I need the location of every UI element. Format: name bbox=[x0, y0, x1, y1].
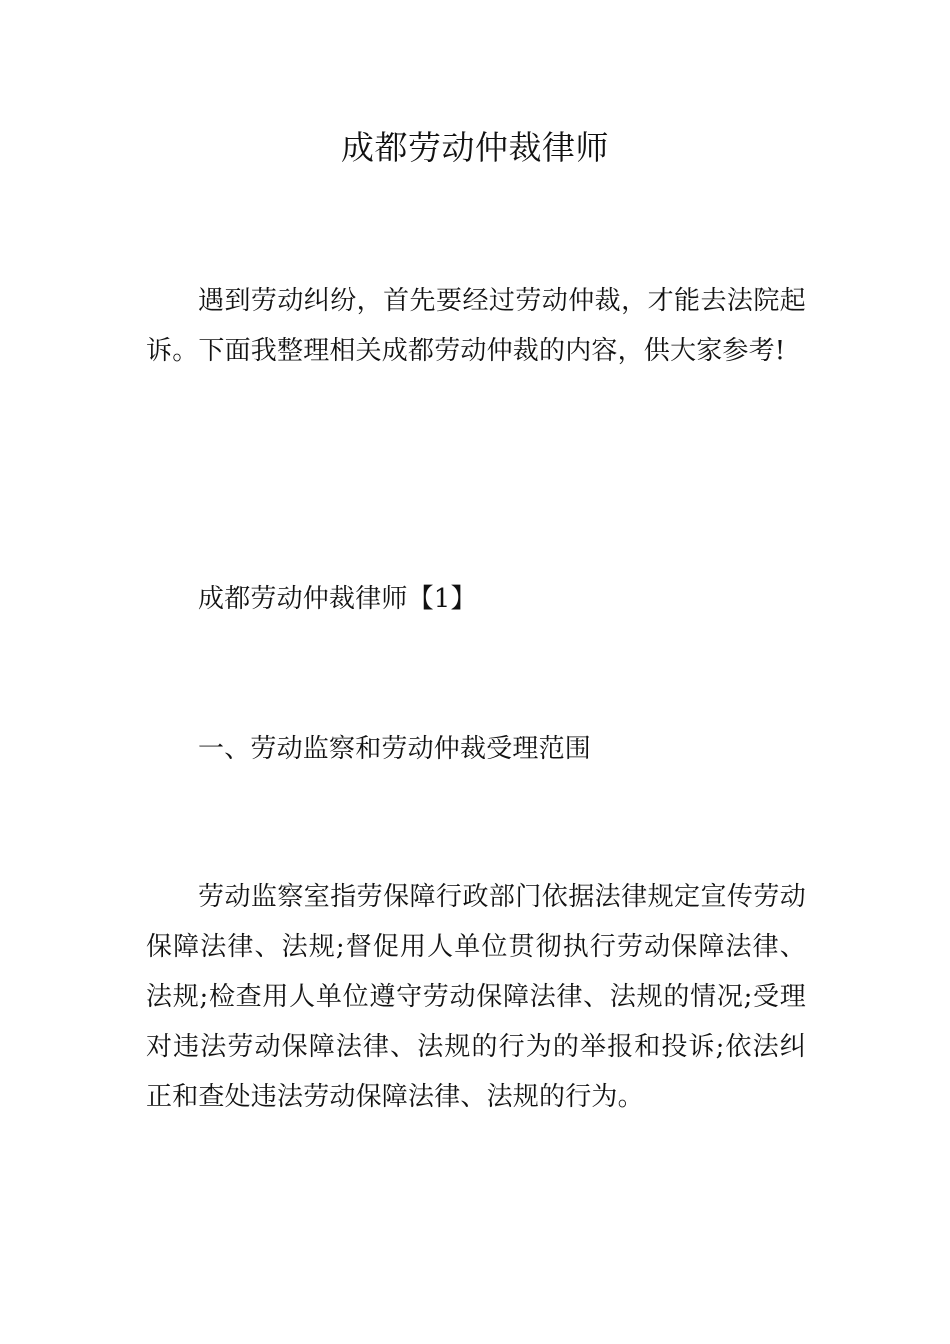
intro-paragraph: 遇到劳动纠纷，首先要经过劳动仲裁，才能去法院起诉。下面我整理相关成都劳动仲裁的内容，供大家参考! bbox=[146, 286, 806, 366]
section-subtitle: 成都劳动仲裁律师【1】 bbox=[198, 584, 477, 614]
document-title: 成都劳动仲裁律师 bbox=[341, 128, 609, 167]
body-paragraph: 劳动监察室指劳保障行政部门依据法律规定宣传劳动保障法律、法规;督促用人单位贯彻执行劳动保障法律、法规;检查用人单位遵守劳动保障法律、法规的情况;受理对违法劳动保障法律、法规的行为的举报和投诉;依法纠正和查处违法劳动保障法律、法规的行为。 bbox=[146, 882, 806, 1112]
section-heading: 一、劳动监察和劳动仲裁受理范围 bbox=[198, 734, 592, 764]
